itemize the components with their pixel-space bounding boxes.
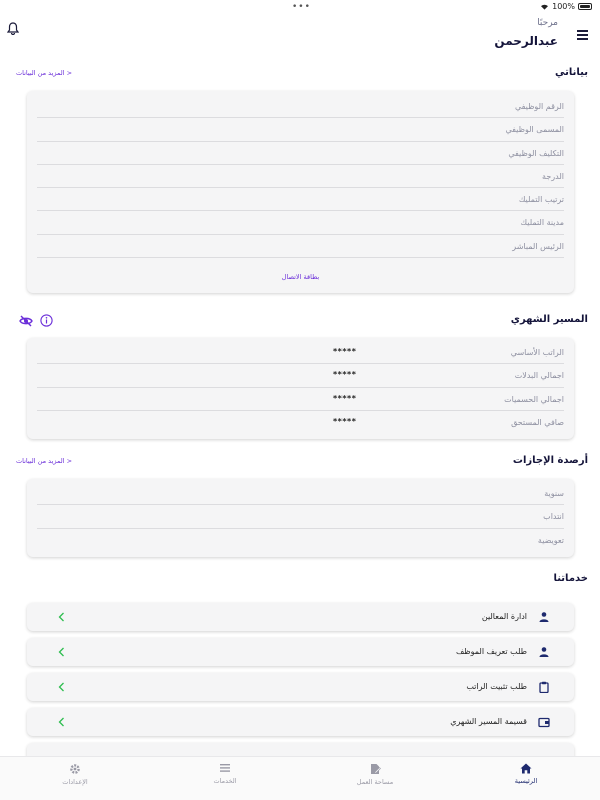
service-label: قسيمة المسير الشهري xyxy=(450,717,527,726)
tab-workspace[interactable] xyxy=(335,763,415,786)
user-name: عبدالرحمن xyxy=(494,34,558,48)
leaves-title: أرصدة الإجازات xyxy=(512,455,588,466)
leave-row-annual xyxy=(37,482,564,505)
payslip-row-net xyxy=(37,411,564,434)
wifi-icon xyxy=(540,3,549,10)
info-row-manager xyxy=(37,235,564,258)
battery-icon xyxy=(578,3,592,10)
home-icon xyxy=(520,763,532,774)
tab-label: الخدمات xyxy=(213,777,237,785)
tab-label: الرئيسية xyxy=(514,777,538,785)
payslip-title: المسير الشهري xyxy=(510,314,588,325)
service-label: طلب تعريف الموظف xyxy=(455,647,527,656)
row-label: سنوية xyxy=(544,489,564,498)
row-label: الرقم الوظيفي xyxy=(514,102,564,111)
service-payslip[interactable] xyxy=(27,708,574,736)
row-label: اجمالي البدلات xyxy=(514,371,564,381)
payslip-row-basic-salary xyxy=(37,341,564,364)
info-row-employee-number xyxy=(37,95,564,118)
chevron-left-icon xyxy=(58,682,65,692)
chevron-left-icon xyxy=(58,717,65,727)
row-value-hidden: ***** xyxy=(333,393,357,403)
row-value-hidden: ***** xyxy=(333,370,357,380)
info-row-assignment xyxy=(37,142,564,165)
row-label: صافي المستحق xyxy=(511,417,564,427)
row-value-hidden: ***** xyxy=(333,416,357,426)
leaves-card xyxy=(27,479,574,557)
eye-off-icon[interactable] xyxy=(19,315,33,327)
row-label: اجمالي الحسميات xyxy=(504,394,564,404)
tab-label: الإعدادات xyxy=(62,778,88,786)
my-data-card xyxy=(27,91,574,293)
greeting-text: مرحبًا xyxy=(537,18,558,28)
info-icon[interactable] xyxy=(40,314,53,327)
row-label: انتداب xyxy=(543,512,564,522)
row-label: تعويضية xyxy=(537,535,564,545)
chevron-left-icon xyxy=(58,647,65,657)
battery-percent: 100% xyxy=(552,2,575,11)
row-label: التكليف الوظيفي xyxy=(508,148,564,158)
bottom-tab-bar xyxy=(0,756,600,800)
row-label: الراتب الأساسي xyxy=(510,348,564,357)
chevron-left-icon xyxy=(58,612,65,622)
person-icon xyxy=(538,646,550,658)
payslip-card xyxy=(27,338,574,439)
service-salary-certificate[interactable] xyxy=(27,673,574,701)
document-edit-icon xyxy=(369,763,381,775)
tab-services[interactable] xyxy=(185,763,265,785)
leave-row-compensatory xyxy=(37,529,564,552)
info-row-ownership-order xyxy=(37,188,564,211)
service-employee-letter[interactable] xyxy=(27,638,574,666)
status-bar xyxy=(0,0,600,14)
person-icon xyxy=(538,611,550,623)
row-value-hidden: ***** xyxy=(333,347,357,356)
info-row-job-title xyxy=(37,118,564,141)
app-header xyxy=(0,14,600,58)
row-label: مدينة التمليك xyxy=(520,218,564,228)
leaves-more-link[interactable]: المزيد من البيانات > xyxy=(16,457,73,465)
payslip-row-allowances xyxy=(37,364,564,387)
service-label: ادارة المعالين xyxy=(481,612,527,621)
wallet-icon xyxy=(538,716,550,728)
status-right xyxy=(540,2,592,11)
row-label: الرئيس المباشر xyxy=(512,241,564,251)
tab-settings[interactable] xyxy=(35,763,115,786)
tab-label: مساحة العمل xyxy=(356,778,394,786)
row-label: الدرجة xyxy=(542,171,564,181)
gear-icon xyxy=(69,763,81,775)
bell-icon[interactable] xyxy=(7,22,19,35)
leave-row-delegation xyxy=(37,505,564,528)
list-icon xyxy=(219,763,231,774)
multitasking-dots-icon[interactable]: ••• xyxy=(292,2,311,12)
contact-card-link[interactable]: بطاقة الاتصال xyxy=(281,273,320,281)
service-label: طلب تثبيت الراتب xyxy=(466,682,527,691)
clipboard-icon xyxy=(538,681,550,693)
payslip-row-deductions xyxy=(37,388,564,411)
my-data-title: بياناتي xyxy=(555,67,588,78)
menu-icon[interactable] xyxy=(577,30,588,39)
info-row-grade xyxy=(37,165,564,188)
tab-home[interactable] xyxy=(486,763,566,785)
my-data-more-link[interactable]: المزيد من البيانات > xyxy=(16,69,73,77)
service-dependents[interactable] xyxy=(27,603,574,631)
services-title: خدماتنا xyxy=(553,573,588,584)
row-label: ترتيب التمليك xyxy=(518,195,564,205)
info-row-ownership-city xyxy=(37,211,564,234)
row-label: المسمى الوظيفي xyxy=(505,125,564,135)
